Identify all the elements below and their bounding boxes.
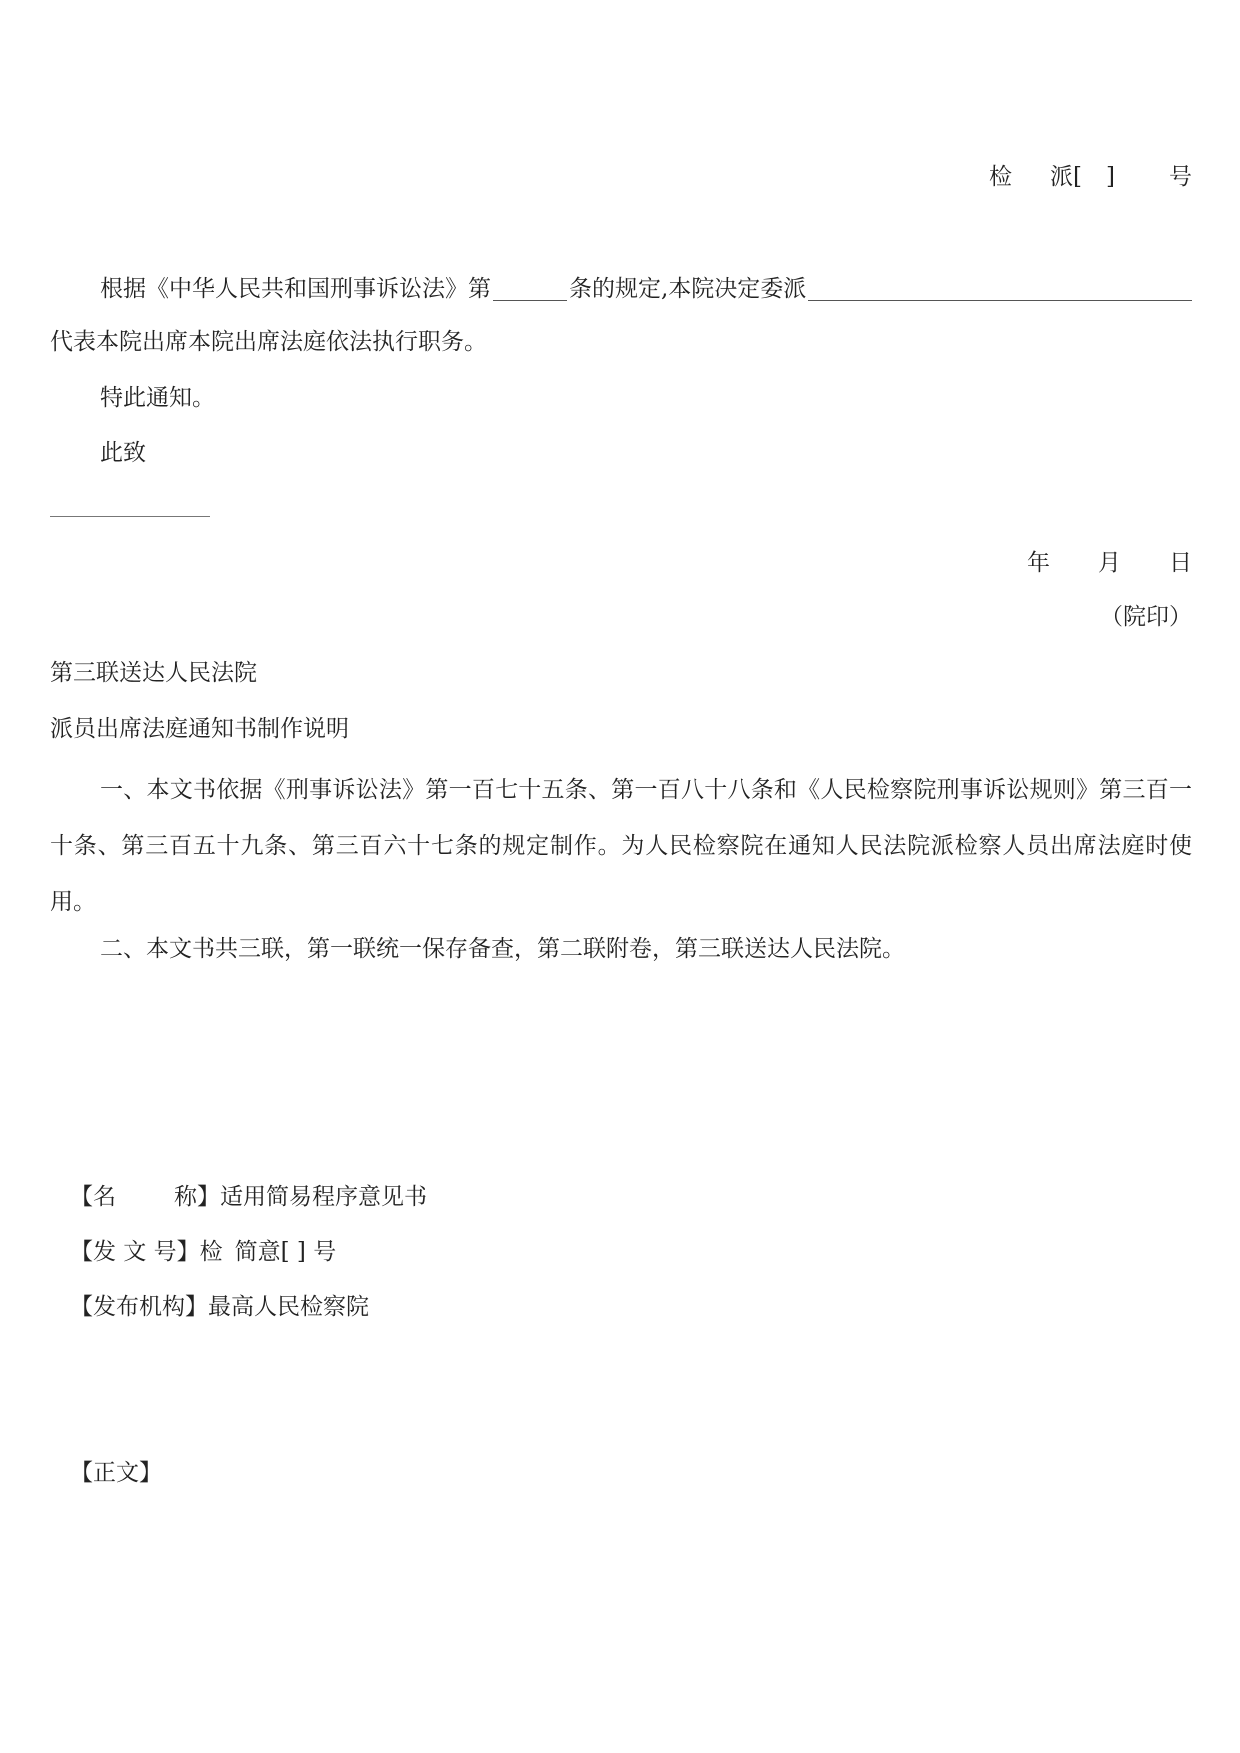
guide-item-2: 二、本文书共三联，第一联统一保存备查，第二联附卷，第三联送达人民法院。 [100,936,905,962]
meta-name-value: 适用简易程序意见书 [220,1184,427,1210]
meta-number-row [70,1241,336,1264]
meta-number-value-a: 检 [199,1239,223,1265]
body-paragraph-1-continued: 代表本院出席本院出席法庭依法执行职务。 [50,329,487,355]
meta-org-label: 【发布机构】 [70,1294,208,1320]
doc-number-suffix: 号 [1169,164,1192,190]
meta-name-label-open: 【名 [70,1184,116,1210]
notice-closing: 特此通知。 [100,385,215,411]
article-number-blank[interactable] [493,278,567,301]
guide-item-1: 一、本文书依据《刑事诉讼法》第一百七十五条、第一百八十八条和《人民检察院刑事诉讼规则》第三百一十条、第三百五十九条、第三百六十七条的规定制作。为人民检察院在通知人民法院派检察人员出席法庭时使用。 [50,777,1192,915]
delegate-name-blank[interactable] [808,278,1192,301]
para1-text-b: 条的规定,本院决定委派 [569,276,807,302]
date-line [1027,552,1192,575]
doc-number-middle: 派[ [1050,164,1083,190]
salutation: 此致 [100,440,146,466]
date-year: 年 [1027,550,1050,576]
meta-number-label: 【发 文 号】 [70,1239,200,1265]
copy-note: 第三联送达人民法院 [50,660,257,686]
guide-title: 派员出席法庭通知书制作说明 [50,716,349,742]
meta-org-value: 最高人民检察院 [208,1294,369,1320]
meta-number-value-b: 简意[ ] 号 [234,1239,337,1265]
doc-number-bracket-close: ] [1106,164,1115,190]
date-day: 日 [1169,550,1192,576]
date-month: 月 [1098,550,1121,576]
doc-number-prefix: 检 [989,164,1013,190]
main-text-label: 【正文】 [70,1460,162,1486]
document-number [989,166,1192,189]
meta-name-row [70,1186,427,1209]
para1-text-a: 根据《中华人民共和国刑事诉讼法》第 [100,276,491,302]
court-seal: （院印） [1100,604,1192,630]
recipient-blank-line[interactable] [50,516,210,517]
meta-name-label-close: 称】 [174,1184,220,1210]
meta-org-row [70,1296,369,1319]
body-paragraph-1 [100,278,1192,301]
